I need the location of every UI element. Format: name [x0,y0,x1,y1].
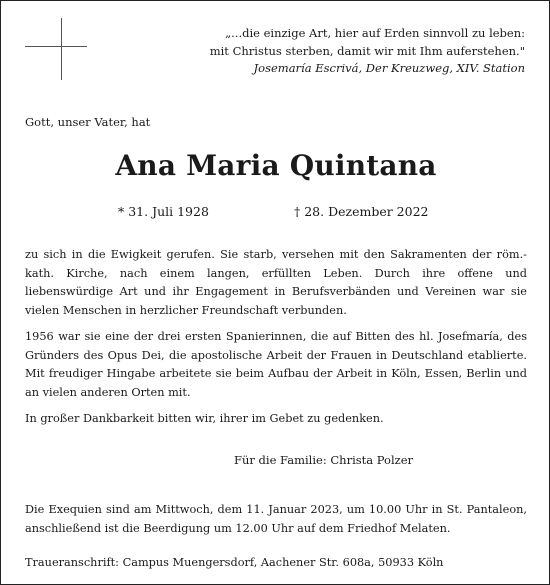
mourning-address: Traueranschrift: Campus Muengersdorf, Aachener Str. 608a, 50933 Köln [25,556,444,569]
deceased-name: Ana Maria Quintana [115,149,437,182]
family-signature: Für die Familie: Christa Polzer [234,453,414,467]
body-paragraph: In großer Dankbarkeit bitten wir, ihrer im Gebet zu gedenken. [25,412,384,425]
intro-text: Gott, unser Vater, hat [25,115,151,129]
quote-line-2: mit Christus sterben, damit wir mit Ihm auferstehen." [209,43,525,58]
funeral-details: Die Exequien sind am Mittwoch, dem 11. Januar 2023, um 10.00 Uhr in St. Pantaleon, anschließend ist die Beerdigung um 12.00 Uhr auf dem Friedhof Melaten. [25,503,527,535]
quote-source: Josemaría Escrivá, Der Kreuzweg, XIV. Station [253,61,525,75]
epigraph-quote [205,25,525,78]
obituary-body [25,246,527,437]
quote-line-1: „...die einzige Art, hier auf Erden sinnvoll zu leben: [225,26,525,40]
death-date: † 28. Dezember 2022 [294,204,429,219]
birth-date: * 31. Juli 1928 [118,204,209,219]
cross-icon [25,18,87,80]
body-paragraph: 1956 war sie eine der drei ersten Spanierinnen, die auf Bitten des hl. Josefmaría, des Gründers des Opus Dei, die apostolische Arbeit der Frauen in Deutschland etablierte. Mit freudiger Hingabe arbeitete sie beim Aufbau der Arbeit in Köln, Essen, Berlin und an vielen anderen Orten mit. [25,330,527,399]
body-paragraph: zu sich in die Ewigkeit gerufen. Sie starb, versehen mit den Sakramenten der röm.-kath. Kirche, nach einem langen, erfüllten Leben. Durch ihre offene und liebenswürdige Art und ihr Engagement in Berufsverbänden und Vereinen war sie vielen Menschen in herzlicher Freundschaft verbunden. [25,248,527,317]
